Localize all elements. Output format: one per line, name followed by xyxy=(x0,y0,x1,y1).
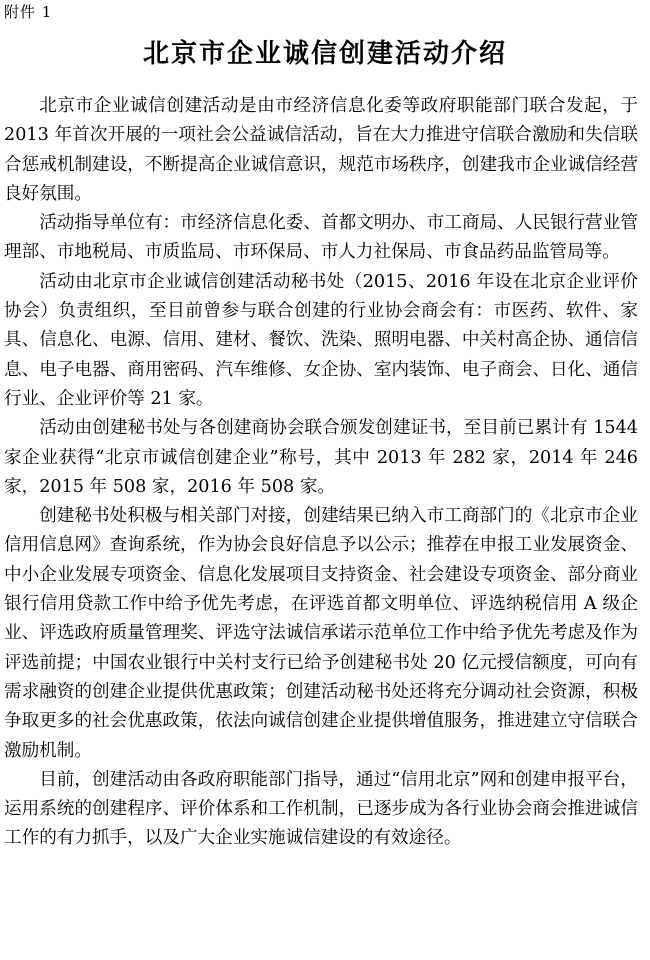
paragraph-benefits: 创建秘书处积极与相关部门对接，创建结果已纳入市工商部门的《北京市企业信用信息网》查询系统，作为协会良好信息予以公示；推荐在申报工业发展资金、中小企业发展专项资金、信息化发展项目支持资金、社会建设专项资金、部分商业银行信用贷款工作中给予优先考虑，在评选首都文明单位、评选纳税信用 A 级企业、评选政府质量管理奖、评选守法诚信承诺示范单位工作中给予优先考虑及作为评选前提；中国农业银行中关村支行已给予创建秘书处 20 亿元授信额度，可向有需求融资的创建企业提供优惠政策；创建活动秘书处还将充分调动社会资源，积极争取更多的社会优惠政策，依法向诚信创建企业提供增值服务，推进建立守信联合激励机制。 xyxy=(4,506,638,761)
paragraph-current-status: 目前，创建活动由各政府职能部门指导，通过“信用北京”网和创建申报平台，运用系统的创建程序、评价体系和工作机制，已逐步成为各行业协会商会推进诚信工作的有力抓手，以及广大企业实施诚信建设的有效途径。 xyxy=(4,769,638,849)
attachment-label: 附件 1 xyxy=(4,3,53,21)
paragraph-organizers: 活动由北京市企业诚信创建活动秘书处（2015、2016 年设在北京企业评价协会）负责组织，至目前曾参与联合创建的行业协会商会有：市医药、软件、家具、信息化、电源、信用、建材、餐饮、洗染、照明电器、中关村高企协、通信信息、电子电器、商用密码、汽车维修、女企协、室内装饰、电子商会、日化、通信行业、企业评价等 21 家。 xyxy=(4,271,638,409)
paragraph-intro: 北京市企业诚信创建活动是由市经济信息化委等政府职能部门联合发起，于 2013 年首次开展的一项社会公益诚信活动，旨在大力推进守信联合激励和失信联合惩戒机制建设，不断提高企业诚信意识，规范市场秩序，创建我市企业诚信经营良好氛围。 xyxy=(4,96,638,204)
document-body xyxy=(4,92,638,854)
paragraph-certificates: 活动由创建秘书处与各创建商协会联合颁发创建证书，至目前已累计有 1544 家企业获得“北京市诚信创建企业”称号，其中 2013 年 282 家，2014 年 246 家，2015 年 508 家，2016 年 508 家。 xyxy=(4,418,638,497)
paragraph-guidance-units: 活动指导单位有：市经济信息化委、首都文明办、市工商局、人民银行营业管理部、市地税局、市质监局、市环保局、市人力社保局、市食品药品监管局等。 xyxy=(4,213,638,263)
document-title: 北京市企业诚信创建活动介绍 xyxy=(142,39,507,69)
